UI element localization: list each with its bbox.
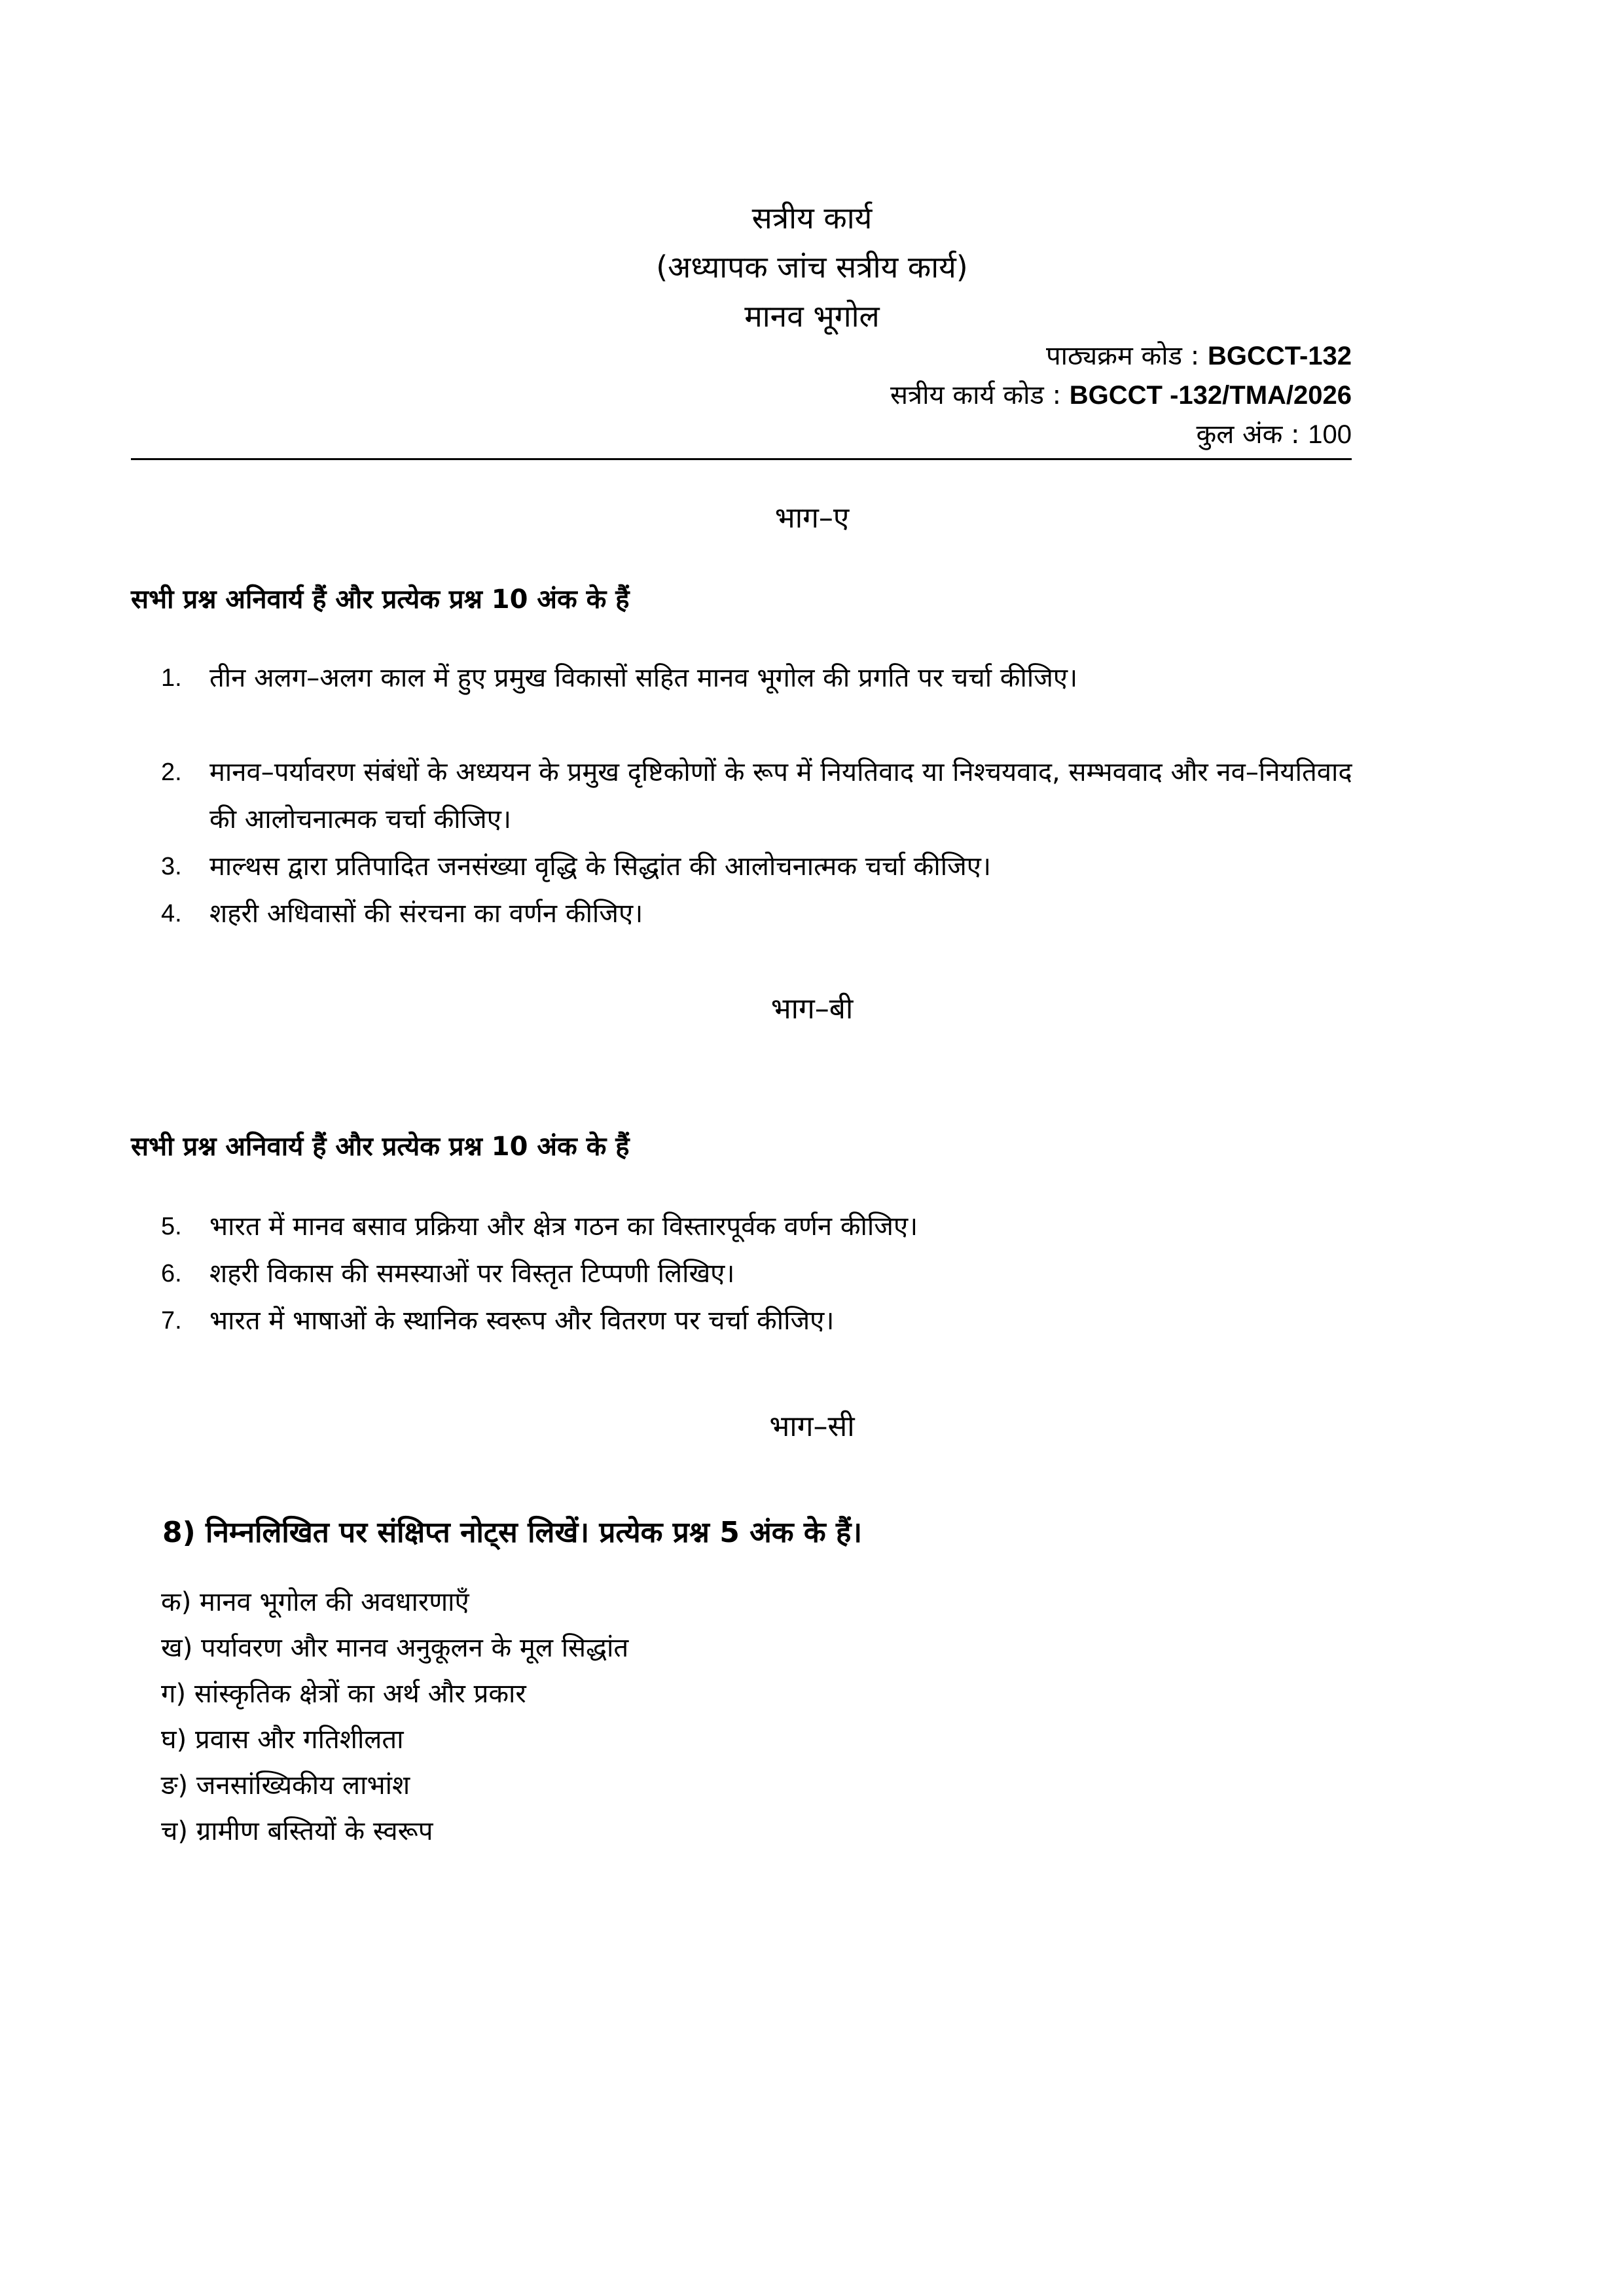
part-b-instruction: सभी प्रश्न अनिवार्य हैं और प्रत्येक प्रश्न 10 अंक के हैं	[131, 1132, 630, 1162]
question-text: भारत में भाषाओं के स्थानिक स्वरूप और वितरण पर चर्चा कीजिए।	[209, 1306, 835, 1336]
question-number: 4.	[161, 900, 182, 927]
question-text: शहरी अधिवासों की संरचना का वर्णन कीजिए।	[209, 899, 643, 929]
note-item: घ) प्रवास और गतिशीलता	[161, 1725, 404, 1755]
assignment-code-label: सत्रीय कार्य कोड :	[890, 380, 1062, 410]
question-number: 2.	[161, 759, 182, 786]
total-marks-label: कुल अंक :	[1196, 420, 1300, 450]
assignment-code-value: BGCCT -132/TMA/2026	[1069, 381, 1352, 410]
note-item: च) ग्रामीण बस्तियों के स्वरूप	[161, 1816, 433, 1846]
part-c-heading: भाग–सी	[769, 1410, 855, 1443]
document-subtitle: (अध्यापक जांच सत्रीय कार्य)	[656, 249, 968, 285]
question-item	[161, 1297, 1359, 1344]
question-item	[161, 1250, 1359, 1297]
question-number: 1.	[161, 664, 182, 692]
part-a-heading: भाग–ए	[774, 501, 850, 535]
question-item	[161, 843, 1359, 890]
note-item: ख) पर्यावरण और मानव अनुकूलन के मूल सिद्धांत	[161, 1633, 629, 1663]
note-item: ङ) जनसांख्यिकीय लाभांश	[161, 1770, 410, 1801]
question-number: 6.	[161, 1260, 182, 1287]
course-code-label: पाठ्यक्रम कोड :	[1045, 341, 1200, 371]
question-text: भारत में मानव बसाव प्रक्रिया और क्षेत्र गठन का विस्तारपूर्वक वर्णन कीजिए।	[209, 1211, 918, 1242]
part-a-instruction: सभी प्रश्न अनिवार्य हैं और प्रत्येक प्रश्न 10 अंक के हैं	[131, 584, 630, 615]
question-item	[161, 655, 1359, 702]
question-item	[161, 890, 1359, 937]
part-b-heading: भाग–बी	[770, 992, 854, 1026]
assignment-code	[890, 377, 1352, 414]
document-title: सत्रीय कार्य	[751, 200, 873, 236]
total-marks	[1197, 416, 1352, 453]
note-item: क) मानव भूगोल की अवधारणाएँ	[161, 1587, 469, 1617]
course-code-value: BGCCT-132	[1207, 342, 1352, 370]
question-text: माल्थस द्वारा प्रतिपादित जनसंख्या वृद्धि के सिद्धांत की आलोचनात्मक चर्चा कीजिए।	[209, 852, 992, 882]
note-item: ग) सांस्कृतिक क्षेत्रों का अर्थ और प्रकार	[161, 1679, 526, 1709]
course-code	[1046, 338, 1352, 374]
part-c-instruction: 8) निम्नलिखित पर संक्षिप्त नोट्स लिखें। प्रत्येक प्रश्न 5 अंक के हैं।	[162, 1516, 863, 1549]
total-marks-value: 100	[1308, 420, 1352, 449]
header-divider	[131, 458, 1352, 460]
question-text: शहरी विकास की समस्याओं पर विस्तृत टिप्पणी लिखिए।	[209, 1259, 735, 1289]
question-number: 5.	[161, 1213, 182, 1240]
question-text: तीन अलग–अलग काल में हुए प्रमुख विकासों सहित मानव भूगोल की प्रगति पर चर्चा कीजिए।	[209, 663, 1078, 693]
subject-title: मानव भूगोल	[744, 298, 880, 334]
question-number: 7.	[161, 1307, 182, 1335]
question-text: मानव–पर्यावरण संबंधों के अध्ययन के प्रमुख दृष्टिकोणों के रूप में नियतिवाद या निश्चयवाद, सम्भववाद और नव–नियतिवाद की आलोचनात्मक चर्चा कीजिए।	[209, 757, 1352, 834]
question-item	[161, 749, 1359, 843]
question-item	[161, 1203, 1359, 1250]
question-number: 3.	[161, 853, 182, 880]
